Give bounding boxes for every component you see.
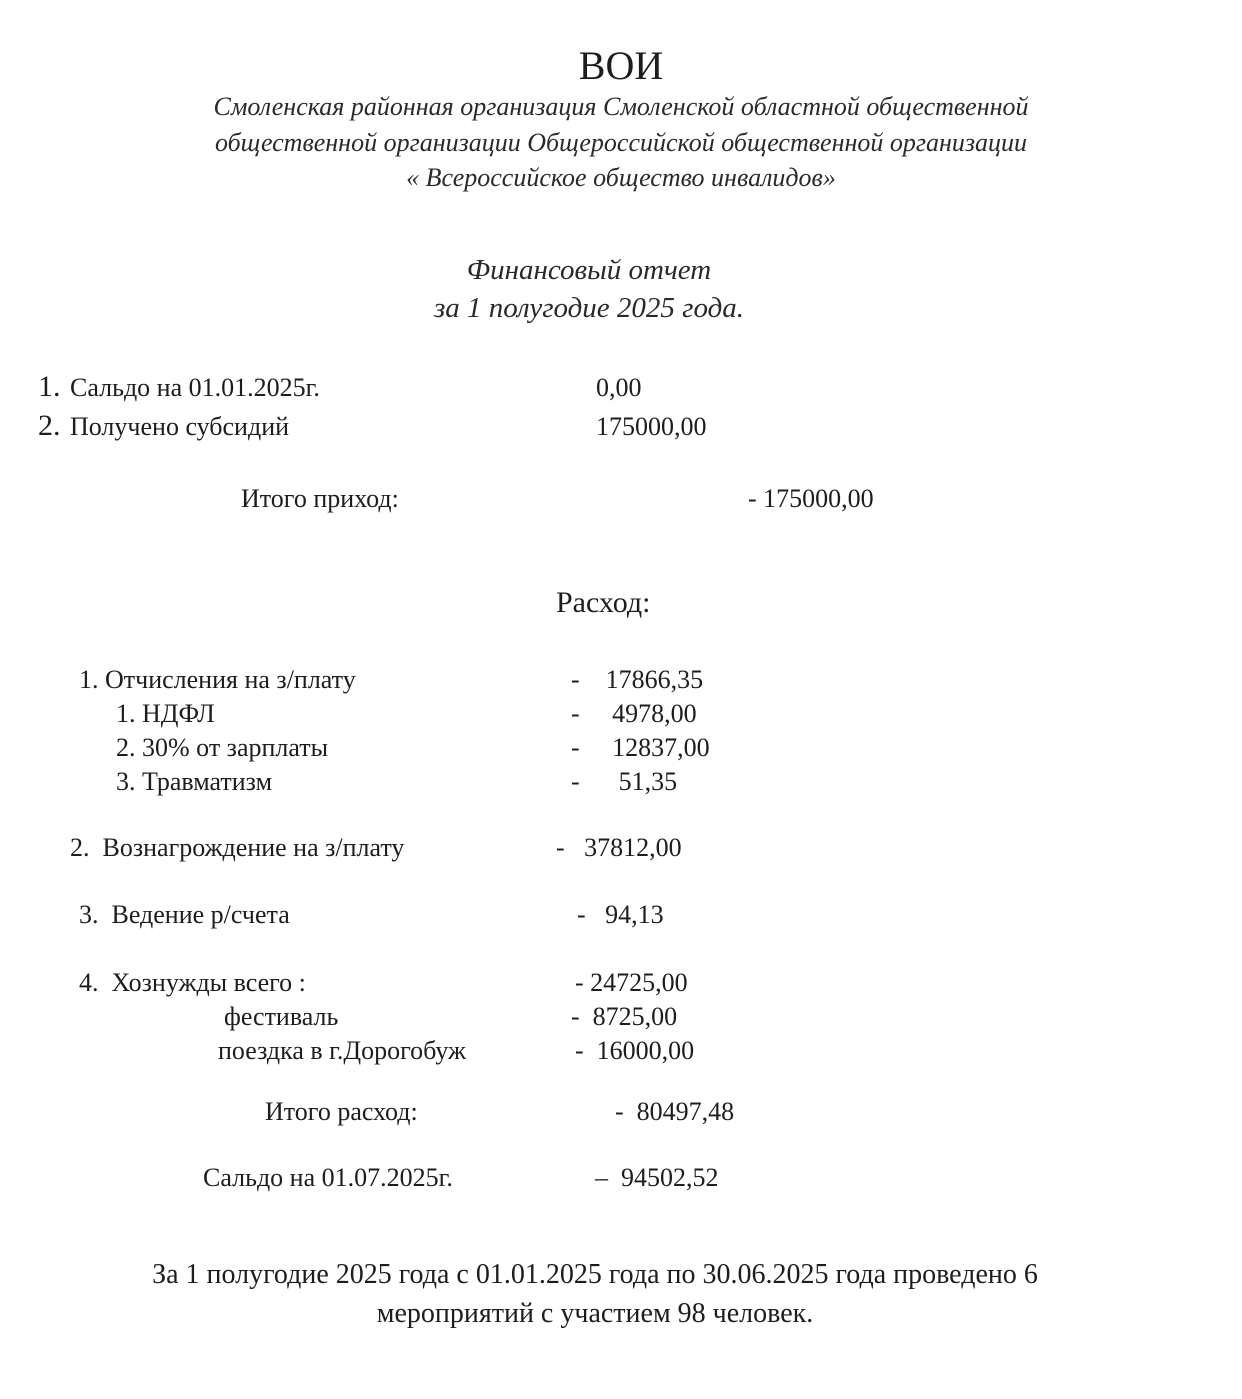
expense-item-label: 3. Ведение р/счета — [79, 900, 290, 929]
expense-subitem-value: - 4978,00 — [571, 699, 697, 728]
income-item-value: 175000,00 — [596, 412, 707, 441]
org-name-line-2: общественной организации Общероссийской общественной организации — [214, 128, 1028, 157]
balance-value: – 94502,52 — [595, 1163, 719, 1192]
income-item-label: Получено субсидий — [70, 412, 290, 441]
doc-title: ВОИ — [578, 43, 664, 88]
expense-item-value: - 37812,00 — [556, 833, 682, 862]
report-title: Финансовый отчет — [466, 254, 712, 286]
balance-label: Сальдо на 01.07.2025г. — [203, 1163, 453, 1192]
footer-summary-line-1: За 1 полугодие 2025 года с 01.01.2025 года по 30.06.2025 года проведено 6 — [152, 1259, 1038, 1290]
expense-total-value: - 80497,48 — [615, 1097, 735, 1126]
expense-subitem-label: фестиваль — [224, 1002, 339, 1031]
income-total-label: Итого приход: — [241, 484, 399, 513]
expense-subitem-value: - 8725,00 — [571, 1002, 678, 1031]
expense-item-label: 2. Вознагрождение на з/плату — [70, 833, 405, 862]
income-item-number: 1. — [38, 370, 61, 403]
income-item-number: 2. — [38, 409, 61, 442]
expense-subitem-label: поездка в г.Дорогобуж — [218, 1036, 467, 1065]
expense-subitem-value: - 51,35 — [571, 767, 678, 796]
expense-total-label: Итого расход: — [265, 1097, 418, 1126]
footer-summary-line-2: мероприятий с участием 98 человек. — [376, 1298, 814, 1329]
expense-subitem-value: - 12837,00 — [571, 733, 710, 762]
expense-subitem-label: 1. НДФЛ — [116, 699, 215, 728]
expense-heading: Расход: — [556, 586, 651, 619]
expense-subitem-label: 3. Травматизм — [116, 767, 273, 796]
expense-item-value: - 17866,35 — [571, 665, 704, 694]
income-item-label: Сальдо на 01.01.2025г. — [70, 373, 320, 402]
report-period: за 1 полугодие 2025 года. — [433, 292, 745, 324]
income-total-value: - 175000,00 — [748, 484, 874, 513]
expense-item-value: - 24725,00 — [575, 968, 688, 997]
expense-item-label: 4. Хознужды всего : — [79, 968, 306, 997]
expense-subitem-value: - 16000,00 — [575, 1036, 695, 1065]
org-name-line-1: Смоленская районная организация Смоленской областной общественной — [213, 92, 1029, 121]
expense-subitem-label: 2. 30% от зарплаты — [116, 733, 329, 762]
expense-item-value: - 94,13 — [577, 900, 664, 929]
expense-item-label: 1. Отчисления на з/плату — [79, 665, 356, 694]
income-item-value: 0,00 — [596, 373, 642, 402]
org-name-line-3: « Всероссийское общество инвалидов» — [406, 163, 836, 192]
